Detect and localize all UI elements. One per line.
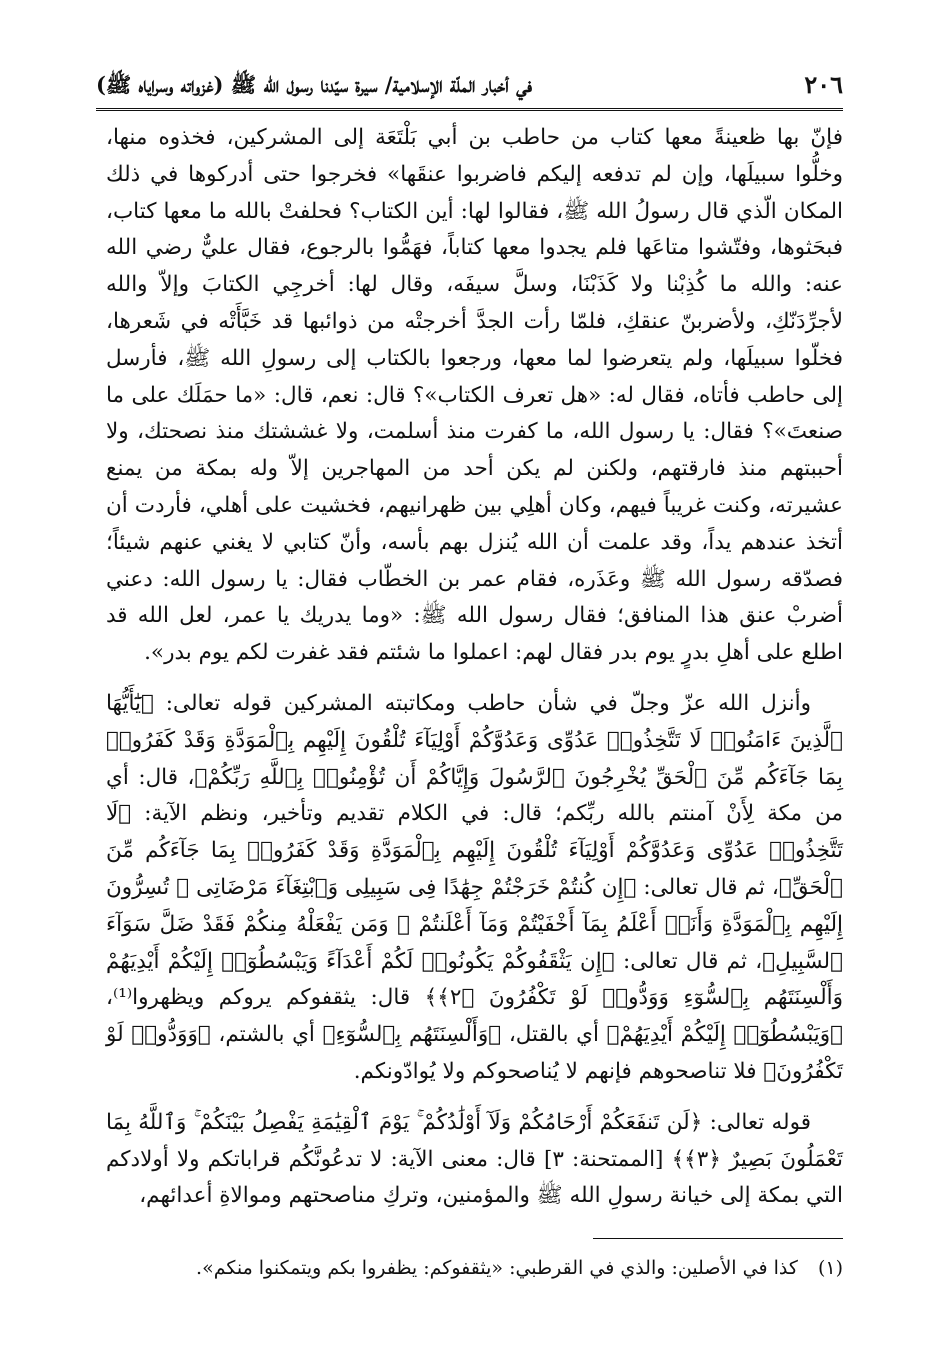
page-header — [96, 68, 843, 111]
paragraph-verse-commentary: قوله تعالى: ﴿لَن تَنفَعَكُمْ أَرْحَامُكُمْ وَلَآ أَوْلَٰدُكُمْ ۚ يَوْمَ ٱلْقِيَٰمَةِ يَفْصِلُ بَيْنَكُمْ ۚ وَٱللَّهُ بِمَا تَعْمَلُونَ بَصِيرٌ ﴿٣﴾﴾ [الممتحنة: ٣] قال: معنى الآية: لا تدعُونَّكُم قراباتكم ولا أولادكم التي بمكة إلى خيانة رسولِ الله ﷺ والمؤمنين، وتركِ مناصحتهم وموالاةِ أعدائهم، — [106, 1109, 843, 1209]
footnote-divider — [593, 1238, 843, 1239]
page-number: ٢٠٦ — [804, 70, 843, 99]
running-head: في أخبار الملّة الإسلامية/ سيرة سيّدنا رسول الله ﷺ (غزواته وسراياه ﷺ) — [96, 72, 533, 97]
footnote-marker: (١) — [817, 1257, 843, 1279]
footnote-text: كذا في الأصلين: والذي في القرطبي: «يثقفوكم: يظفروا بكم ويتمكنوا منكم». — [196, 1257, 798, 1279]
paragraph-revelation: وأنزل الله عزّ وجلّ في شأن حاطب ومكاتبته المشركين قوله تعالى: ﴿يَٰٓأَيُّهَا ٱلَّذِينَ ءَامَنُوا۟ لَا تَتَّخِذُوا۟ عَدُوِّى وَعَدُوَّكُمْ أَوْلِيَآءَ تُلْقُونَ إِلَيْهِم بِٱلْمَوَدَّةِ وَقَدْ كَفَرُوا۟ بِمَا جَآءَكُم مِّنَ ٱلْحَقِّ يُخْرِجُونَ ٱلرَّسُولَ وَإِيَّاكُمْ أَن تُؤْمِنُوا۟ بِٱللَّهِ رَبِّكُمْ﴾، قال: أي من مكة لِأَنْ آمنتم بالله ربِّكم؛ قال: في الكلام تقديم وتأخير، ونظم الآية: ﴿لَا تَتَّخِذُوا۟ عَدُوِّى وَعَدُوَّكُمْ أَوْلِيَآءَ تُلْقُونَ إِلَيْهِم بِٱلْمَوَدَّةِ وَقَدْ كَفَرُوا۟ بِمَا جَآءَكُم مِّنَ ٱلْحَقِّ﴾، ثم قال تعالى: ﴿إِن كُنتُمْ خَرَجْتُمْ جِهَٰدًا فِى سَبِيلِى وَٱبْتِغَآءَ مَرْضَاتِى ۚ تُسِرُّونَ إِلَيْهِم بِٱلْمَوَدَّةِ وَأَنَا۠ أَعْلَمُ بِمَآ أَخْفَيْتُمْ وَمَآ أَعْلَنتُمْ ۚ وَمَن يَفْعَلْهُ مِنكُمْ فَقَدْ ضَلَّ سَوَآءَ ٱلسَّبِيلِ﴾، ثم قال تعالى: ﴿إِن يَثْقَفُوكُمْ يَكُونُوا۟ لَكُمْ أَعْدَآءً وَيَبْسُطُوٓا۟ إِلَيْكُمْ أَيْدِيَهُمْ وَأَلْسِنَتَهُم بِٱلسُّوٓءِ وَوَدُّوا۟ لَوْ تَكْفُرُونَ ﴿٢﴾﴾ قال: يثقفوكم يروكم ويظهروا⁽¹⁾، ﴿وَيَبْسُطُوٓا۟ إِلَيْكُمْ أَيْدِيَهُمْ﴾ أي بالقتل، ﴿وَأَلْسِنَتَهُم بِٱلسُّوٓءِ﴾ أي بالشتم، ﴿وَوَدُّوا۟ لَوْ تَكْفُرُونَ﴾ فلا تناصحوهم فإنهم لا يُناصحوكم ولا يُوادّونكم. — [106, 690, 844, 1084]
body-text — [106, 120, 843, 1215]
paragraph-narrative: فإنّ بها ظعينةً معها كتاب من حاطب بن أبي بَلْتَعَة إلى المشركين، فخذوه منها، وخلُّوا سبيلَها، وإن لم تدفعه إليكم فاضربوا عنقَها» فخرجوا حتى أدركوها في ذلك المكان الّذي قال رسولُ الله ﷺ، فقالوا لها: أين الكتاب؟ فحلفتْ بالله ما معها كتاب، فبحَثوها، وفتّشوا متاعَها فلم يجدوا معها كتاباً، فهَمُّوا بالرجوع، فقال عليٌّ رضي الله عنه: والله ما كُذِبْنا ولا كَذَبْنَا، وسلَّ سيفَه، وقال لها: أخرجِي الكتابَ وإلاّ والله لأجرِّدَنّكِ، ولأضربنّ عنقكِ، فلمّا رأت الجدَّ أخرجتْه من ذوائبها قد خَبَّأَتْه في شَعرها، فخلّوا سبيلَها، ولم يتعرضوا لما معها، ورجعوا بالكتاب إلى رسولِ الله ﷺ، فأرسل إلى حاطب فأتاه، فقال له: «هل تعرف الكتاب»؟ قال: نعم، قال: «ما حمَلَك على ما صنعتَ»؟ فقال: يا رسول الله، ما كفرت منذ أسلمت، ولا غششتك منذ نصحتك، ولا أحببتهم منذ فارقتهم، ولكنن لم يكن أحد من المهاجرين إلاّ وله بمكة من يمنع عشيرته، وكنت غريباً فيهم، وكان أهلِي بين ظهرانيهم، فخشيت على أهلي، فأردت أن أتخذ عندهم يداً، وقد علمت أن الله يُنزل بهم بأسه، وأنّ كتابي لا يغني عنهم شيئاً؛ فصدّقه رسول الله ﷺ وعَذَره، فقام عمر بن الخطّاب فقال: يا رسول الله: دعني أضربْ عنق هذا المنافق؛ فقال رسول الله ﷺ: «وما يدريك يا عمر، لعل الله قد اطلع على أهلِ بدرٍ يوم بدر فقال لهم: اعملوا ما شئتم فقد غفرت لكم يوم بدر». — [106, 125, 843, 666]
footnote — [106, 1254, 843, 1282]
